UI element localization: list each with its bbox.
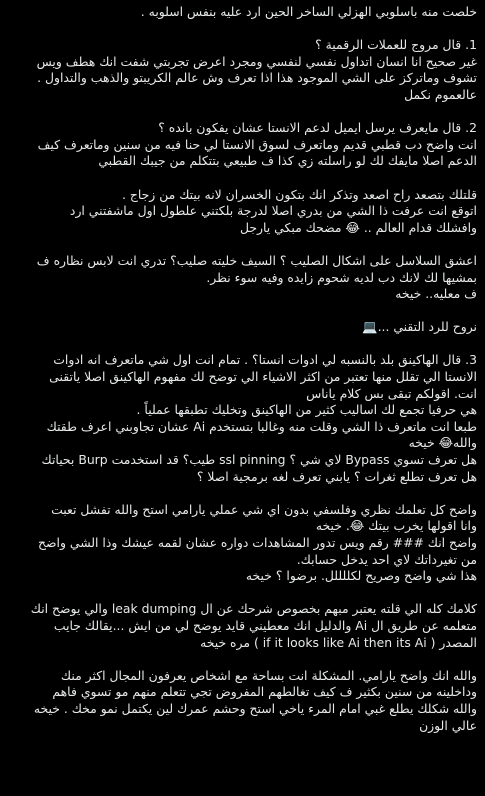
text-line: اعشق السلاسل على اشكال الصليب ؟ السيف خليته صليب؟ تدري انت لابس نظاره ف [36,252,477,268]
leak-paragraph [8,601,477,651]
tech-reply-paragraph [8,319,477,336]
text-line: المصدر ( if it looks like Ai then its Ai ) مره خيخه [200,634,477,650]
theory-paragraph [8,502,477,585]
text-line: غير صحيح انا انسان اتداول نفسي لنفسي ومجرد اعرض تجربتي شفت انك هطف ويس [36,53,477,69]
text-line: هذا شي واضح وصريح لكللللل. برضوا ؟ خيخه [245,568,477,584]
text-line: انت واضح دب قطبي قديم وماتعرف لسوق الانستا لي حنا فيه من سنين وماتعرف كيف [37,136,477,152]
point-2-paragraph [8,120,477,170]
text-line: عالعموم نكمل [404,86,477,102]
text-line: الانستا الي تقلل منها تعتبر من اكثر الاشياء الي توضح لك مفهوم الهاكينق اصلا ياتقنى [49,369,477,385]
text-line: ف معليه.. خيخه [395,286,477,302]
point-3-paragraph [8,352,477,485]
text-line: 3. قال الهاكينق بلد بالنسبه لي ادوات انستا؟ . تمام انت اول شي ماتعرف انه ادوات [53,352,477,368]
glass-house-paragraph [8,187,477,237]
text-line: 2. قال مايعرف يرسل ايميل لدعم الانستا عشان يفكون بانده ؟ [158,120,477,136]
text-line: والله😂 خيخه [408,435,477,451]
text-line: هي حرفيا تجمع لك اساليب كثير من الهاكينق وتخليك تطبقها عملياً . [136,402,477,418]
text-line: 1. قال مروج للعملات الرقمية ؟ [315,37,477,53]
text-line: وداخلينه من سنين بكثير ف كيف تغالطهم المفروض تجي تتعلم منهم مو تسوي فاهم [52,684,477,700]
text-line: الدعم اصلا مايفك لك لو راسلته زي كذا ف طبيعي بتتكلم من جيبك القطبي [98,153,477,169]
text-line: وانا اقولها يخرب بيتك 😂. خيخه [315,518,477,534]
intro-paragraph [8,4,477,21]
text-line: متعلمه عن طريق ال Ai والدليل انك معطيني قايد يوضح لي من ايش ...يقالك جايب [53,617,477,633]
point-1-paragraph [8,37,477,103]
text-line: بمشيها لك لانك دب لديه شحوم زايده وفيه سوء نظر. [206,269,477,285]
text-line: تشوف وماتركز على الشي الموجود هذا اذا تعرف وش عالم الكريبتو والذهب والتداول . [37,70,477,86]
text-line: انت. اقولكم تبقى بس كلام ياناس [306,385,477,401]
text-line: قلتلك بتصعد راح اصعد وتذكر انك بتكون الخسران لانه بيتك من زجاج . [122,186,477,202]
text-line: هل تعرف تطلع ثغرات ؟ يابني تعرف لغه برمجية اصلا ؟ [196,468,477,484]
text-line: طبعا انت ماتعرف ذا الشي وقلت منه وغالبا بتستخدم Ai عشان تجاوبني اعرف طقتك [46,418,477,434]
text-line: نروح للرد التقني ...💻 [362,319,477,335]
closing-paragraph [8,668,477,734]
text-line: عالي الوزن [419,717,477,733]
text-line: خلصت منه باسلوبي الهزلي الساخر الحين ارد عليه بنفس اسلوبه . [140,4,477,19]
chains-paragraph [8,253,477,303]
text-line: كلامك كله الي قلته يعتبر مبهم بخصوص شرحك عن ال leak dumping والي يوضح انك [30,601,477,617]
text-line: هل تعرف تسوي Bypass لاي شي ؟ ssl pinning طيب؟ قد استخدمت Burp بحياتك [41,452,477,468]
text-line: والله انك واضح يارامي. المشكلة انت بساحة مع اشخاص يعرفون المجال اكثر منك [60,667,477,683]
text-line: واضح انك ### رقم ويس تدور المشاهدات دواره عشان لقمه عيشك وذا الشي واضح [38,535,477,550]
text-line: اتوقع انت عرفت ذا الشي من بدري اصلا لدرجة بلكتني علطول اول ماشفتني ارد [69,203,477,219]
text-line: واضح كل تعلمك نظري وفلسفي بدون اي شي عملي يارامي استح والله تفشل تعبت [51,501,477,517]
text-line: وافشلك قدام العالم .. 😂 مضحك مبكي يارجل [239,219,477,235]
text-line: من تغيرداتك لاي احد يدخل حسابك. [296,551,477,567]
text-line: والله شكلك يطلع غبي امام المرء ياخي استح وحشم عمرك لين يكتمل نمو مخك . خيخه [33,700,477,716]
